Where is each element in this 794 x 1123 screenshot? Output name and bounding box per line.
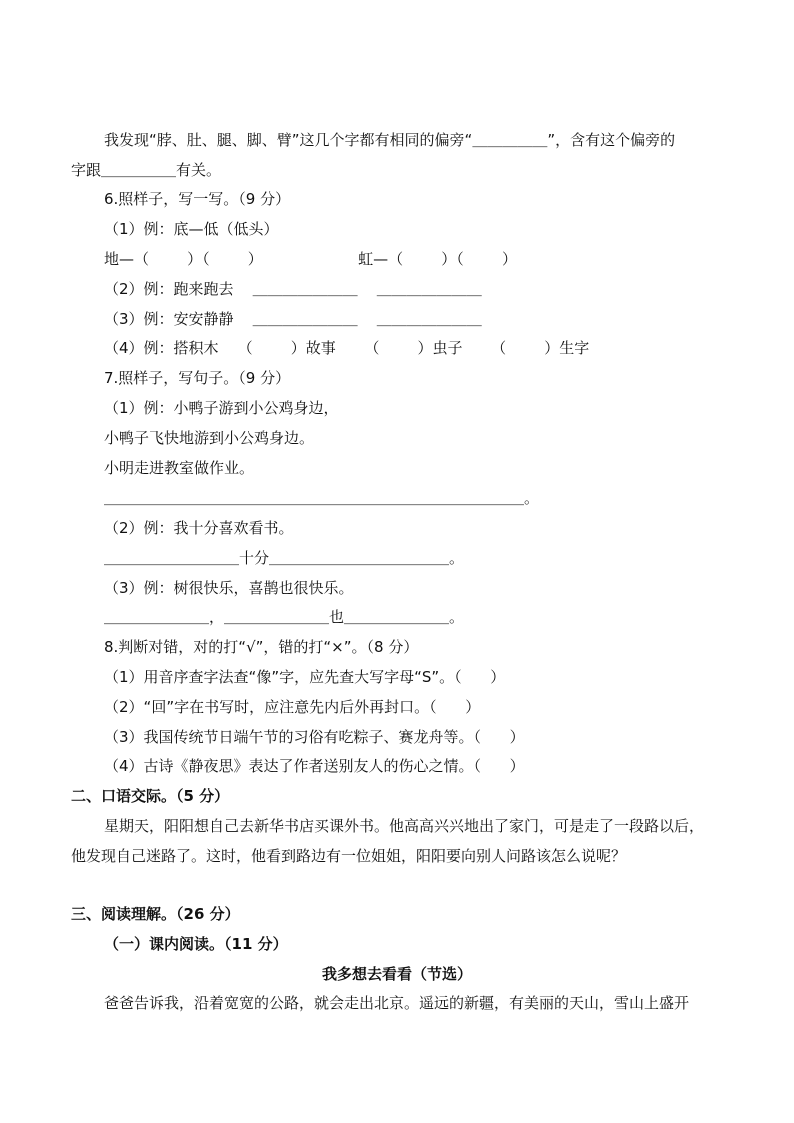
text-line: （1）例：底—低（低头） — [104, 220, 279, 238]
text-line: （3）例：安安静静 ＿＿＿＿＿＿＿ ＿＿＿＿＿＿＿ — [104, 310, 482, 328]
subsection-heading: （一）课内阅读。（11 分） — [104, 935, 288, 953]
answer-blank-line: ＿＿＿＿＿＿＿，＿＿＿＿＿＿＿也＿＿＿＿＿＿＿。 — [104, 608, 465, 626]
text-line: （2）例：我十分喜欢看书。 — [104, 519, 294, 537]
passage-text: 爸爸告诉我，沿着宽宽的公路，就会走出北京。遥远的新疆，有美丽的天山，雪山上盛开 — [104, 994, 690, 1012]
text-line: （3）例：树很快乐，喜鹊也很快乐。 — [104, 579, 354, 597]
section-heading: 三、阅读理解。（26 分） — [71, 905, 240, 923]
question-heading: 7.照样子，写句子。（9 分） — [104, 369, 291, 387]
text-line: 小鸭子飞快地游到小公鸡身边。 — [104, 429, 315, 447]
text-line: （2）例：跑来跑去 ＿＿＿＿＿＿＿ ＿＿＿＿＿＿＿ — [104, 280, 482, 298]
text-line: 我发现“脖、肚、腿、脚、臂”这几个字都有相同的偏旁“＿＿＿＿＿”，含有这个偏旁的 — [104, 131, 676, 149]
text-line: （4）例：搭积木 （ ）故事 （ ）虫子 （ ）生字 — [104, 339, 590, 357]
answer-blank-line: ＿＿＿＿＿＿＿＿＿＿＿＿＿＿＿＿＿＿＿＿＿＿＿＿＿＿＿＿。 — [104, 489, 540, 507]
text-line: （4）古诗《静夜思》表达了作者送别友人的伤心之情。（ ） — [104, 757, 525, 775]
text-line: 小明走进教室做作业。 — [104, 459, 255, 477]
text-line: （3）我国传统节日端午节的习俗有吃粽子、赛龙舟等。（ ） — [104, 728, 525, 746]
passage-title: 我多想去看看（节选） — [321, 965, 472, 983]
text-line: 星期天，阳阳想自己去新华书店买课外书。他高高兴兴地出了家门，可是走了一段路以后， — [104, 817, 705, 835]
text-line: （1）例：小鸭子游到小公鸡身边， — [104, 399, 339, 417]
text-line: （1）用音序查字法查“像”字，应先查大写字母“S”。（ ） — [104, 668, 506, 686]
text-line: 字跟＿＿＿＿＿有关。 — [71, 161, 222, 179]
section-heading: 二、口语交际。（5 分） — [71, 787, 230, 805]
answer-blank-line: ＿＿＿＿＿＿＿＿＿十分＿＿＿＿＿＿＿＿＿＿＿＿。 — [104, 549, 465, 567]
text-line: 地—（ ）（ ） 虹—（ ）（ ） — [104, 250, 517, 268]
text-line: 他发现自己迷路了。这时，他看到路边有一位姐姐，阳阳要向别人问路该怎么说呢？ — [71, 847, 627, 865]
text-line: （2）“回”字在书写时，应注意先内后外再封口。（ ） — [104, 698, 481, 716]
question-heading: 8.判断对错，对的打“√”，错的打“×”。（8 分） — [104, 638, 419, 656]
question-heading: 6.照样子，写一写。（9 分） — [104, 190, 291, 208]
